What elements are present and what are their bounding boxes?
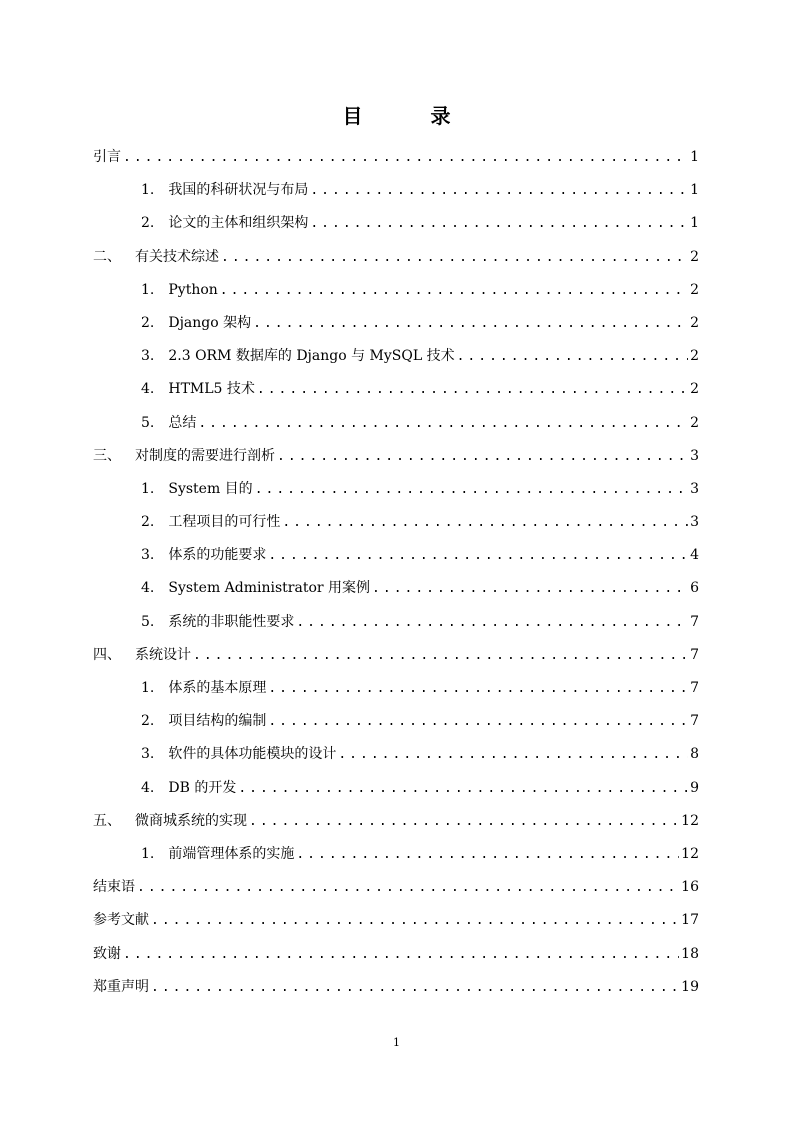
dot-leader [268,672,688,705]
toc-entry[interactable] [93,407,699,440]
toc-entry-page: 2 [690,248,699,265]
toc-entry-number: 二、 [93,248,121,265]
toc-entry-title: System 目的 [168,480,253,497]
toc-entry[interactable] [93,572,699,605]
toc-entry-title: 致谢 [93,945,121,962]
dot-leader [296,606,688,639]
toc-entry[interactable] [93,207,699,240]
toc-entry-number: 2. [141,713,155,730]
table-of-contents [93,141,699,1004]
toc-entry-number: 4. [141,779,155,796]
toc-entry[interactable] [93,904,699,937]
toc-entry[interactable] [93,274,699,307]
toc-entry-title: Django 架构 [168,314,252,331]
toc-entry-number: 2. [141,215,155,232]
toc-entry-number: 2. [141,314,155,331]
toc-entry-number: 1. [141,845,155,862]
toc-entry-title: 工程项目的可行性 [168,514,281,531]
toc-entry-title: 体系的功能要求 [168,547,267,564]
toc-entry-number: 1. [141,480,155,497]
dot-leader [123,938,679,971]
toc-entry-number: 1. [141,680,155,696]
toc-entry-page: 8 [690,746,699,763]
toc-entry-page: 19 [681,978,699,995]
toc-entry-title: 参考文献 [93,912,149,929]
toc-entry-number: 3. [141,746,155,763]
toc-entry[interactable] [93,174,699,207]
dot-leader [257,373,688,406]
toc-entry-title: 微商城系统的实现 [135,812,247,829]
toc-entry-page: 1 [690,215,699,232]
toc-entry-title: System Administrator 用案例 [168,580,371,597]
toc-entry-page: 17 [681,912,699,929]
toc-entry-number: 4. [141,381,155,398]
toc-entry-title: 有关技术综述 [135,248,219,265]
dot-leader [296,838,679,871]
page-number: 1 [393,1036,400,1049]
toc-entry-title: HTML5 技术 [168,381,255,398]
toc-entry-title: 引言 [93,149,121,165]
toc-entry-number: 5. [141,613,155,630]
dot-leader [198,407,688,440]
toc-entry-page: 12 [681,812,699,829]
toc-entry[interactable] [93,440,699,473]
toc-entry-page: 2 [690,348,699,365]
dot-leader [268,539,688,572]
toc-entry-title: DB 的开发 [168,779,237,796]
toc-entry-title: 对制度的需要进行剖析 [135,447,275,464]
toc-entry-page: 7 [690,646,699,663]
dot-leader [310,174,688,207]
toc-entry[interactable] [93,241,699,274]
toc-entry[interactable] [93,141,699,174]
toc-entry[interactable] [93,772,699,805]
toc-entry-page: 6 [690,580,699,597]
toc-entry-page: 3 [690,480,699,497]
toc-entry[interactable] [93,805,699,838]
dot-leader [137,871,679,904]
toc-entry[interactable] [93,871,699,904]
dot-leader [253,307,688,340]
toc-entry[interactable] [93,373,699,406]
toc-entry-title: Python [168,281,218,298]
dot-leader [193,639,688,672]
dot-leader [372,572,688,605]
toc-entry-page: 9 [690,779,699,796]
toc-entry-number: 四、 [93,646,121,663]
toc-entry-number: 1. [141,281,155,298]
toc-entry[interactable] [93,639,699,672]
toc-entry-page: 16 [681,879,699,896]
toc-entry[interactable] [93,473,699,506]
dot-leader [151,971,679,1004]
toc-entry[interactable] [93,672,699,705]
toc-entry-title: 软件的具体功能模块的设计 [168,746,337,763]
toc-entry-number: 五、 [93,812,121,829]
dot-leader [457,340,688,373]
toc-entry-number: 5. [141,414,155,431]
toc-entry-number: 三、 [93,447,121,464]
toc-entry-title: 系统设计 [135,646,191,663]
toc-entry-page: 3 [690,447,699,464]
toc-entry-page: 2 [690,381,699,398]
toc-entry-title: 论文的主体和组织架构 [168,215,309,232]
toc-entry-page: 7 [690,713,699,730]
toc-entry-page: 12 [681,845,699,862]
dot-leader [255,473,688,506]
toc-entry-number: 4. [141,580,155,597]
dot-leader [268,705,688,738]
toc-entry-number: 2. [141,514,155,531]
toc-entry-page: 2 [690,281,699,298]
toc-entry-page: 2 [690,314,699,331]
dot-leader [277,440,688,473]
toc-entry[interactable] [93,738,699,771]
toc-entry-page: 7 [690,613,699,630]
toc-entry-title: 系统的非职能性要求 [168,613,295,630]
toc-entry-title: 体系的基本原理 [168,680,267,696]
dot-leader [238,772,688,805]
toc-entry-title: 郑重声明 [93,978,149,995]
toc-entry-page: 18 [681,945,699,962]
toc-entry-page: 1 [690,149,699,165]
toc-entry[interactable] [93,606,699,639]
toc-entry-title: 2.3 ORM 数据库的 Django 与 MySQL 技术 [168,348,455,365]
toc-entry-number: 3. [141,547,155,564]
toc-entry-page: 3 [690,514,699,531]
toc-entry[interactable] [93,307,699,340]
dot-leader [123,141,688,174]
toc-entry[interactable] [93,938,699,971]
dot-leader [282,506,688,539]
dot-leader [249,805,679,838]
toc-entry[interactable] [93,539,699,572]
toc-entry-page: 7 [690,680,699,696]
toc-entry-number: 1. [141,182,155,199]
dot-leader [220,274,688,307]
toc-entry-title: 我国的科研状况与布局 [168,182,309,199]
toc-entry[interactable] [93,705,699,738]
toc-entry-title: 前端管理体系的实施 [168,845,295,862]
toc-entry-number: 3. [141,348,155,365]
page-title: 目 录 [342,104,475,128]
toc-entry[interactable] [93,506,699,539]
toc-entry-page: 4 [690,547,699,564]
toc-entry-title: 结束语 [93,879,135,896]
toc-entry[interactable] [93,838,699,871]
dot-leader [338,738,688,771]
dot-leader [151,904,679,937]
toc-entry[interactable] [93,971,699,1004]
dot-leader [221,241,688,274]
toc-entry-page: 1 [690,182,699,199]
toc-entry-page: 2 [690,414,699,431]
toc-entry[interactable] [93,340,699,373]
dot-leader [310,207,688,240]
toc-entry-title: 项目结构的编制 [168,713,267,730]
toc-entry-title: 总结 [168,414,197,431]
